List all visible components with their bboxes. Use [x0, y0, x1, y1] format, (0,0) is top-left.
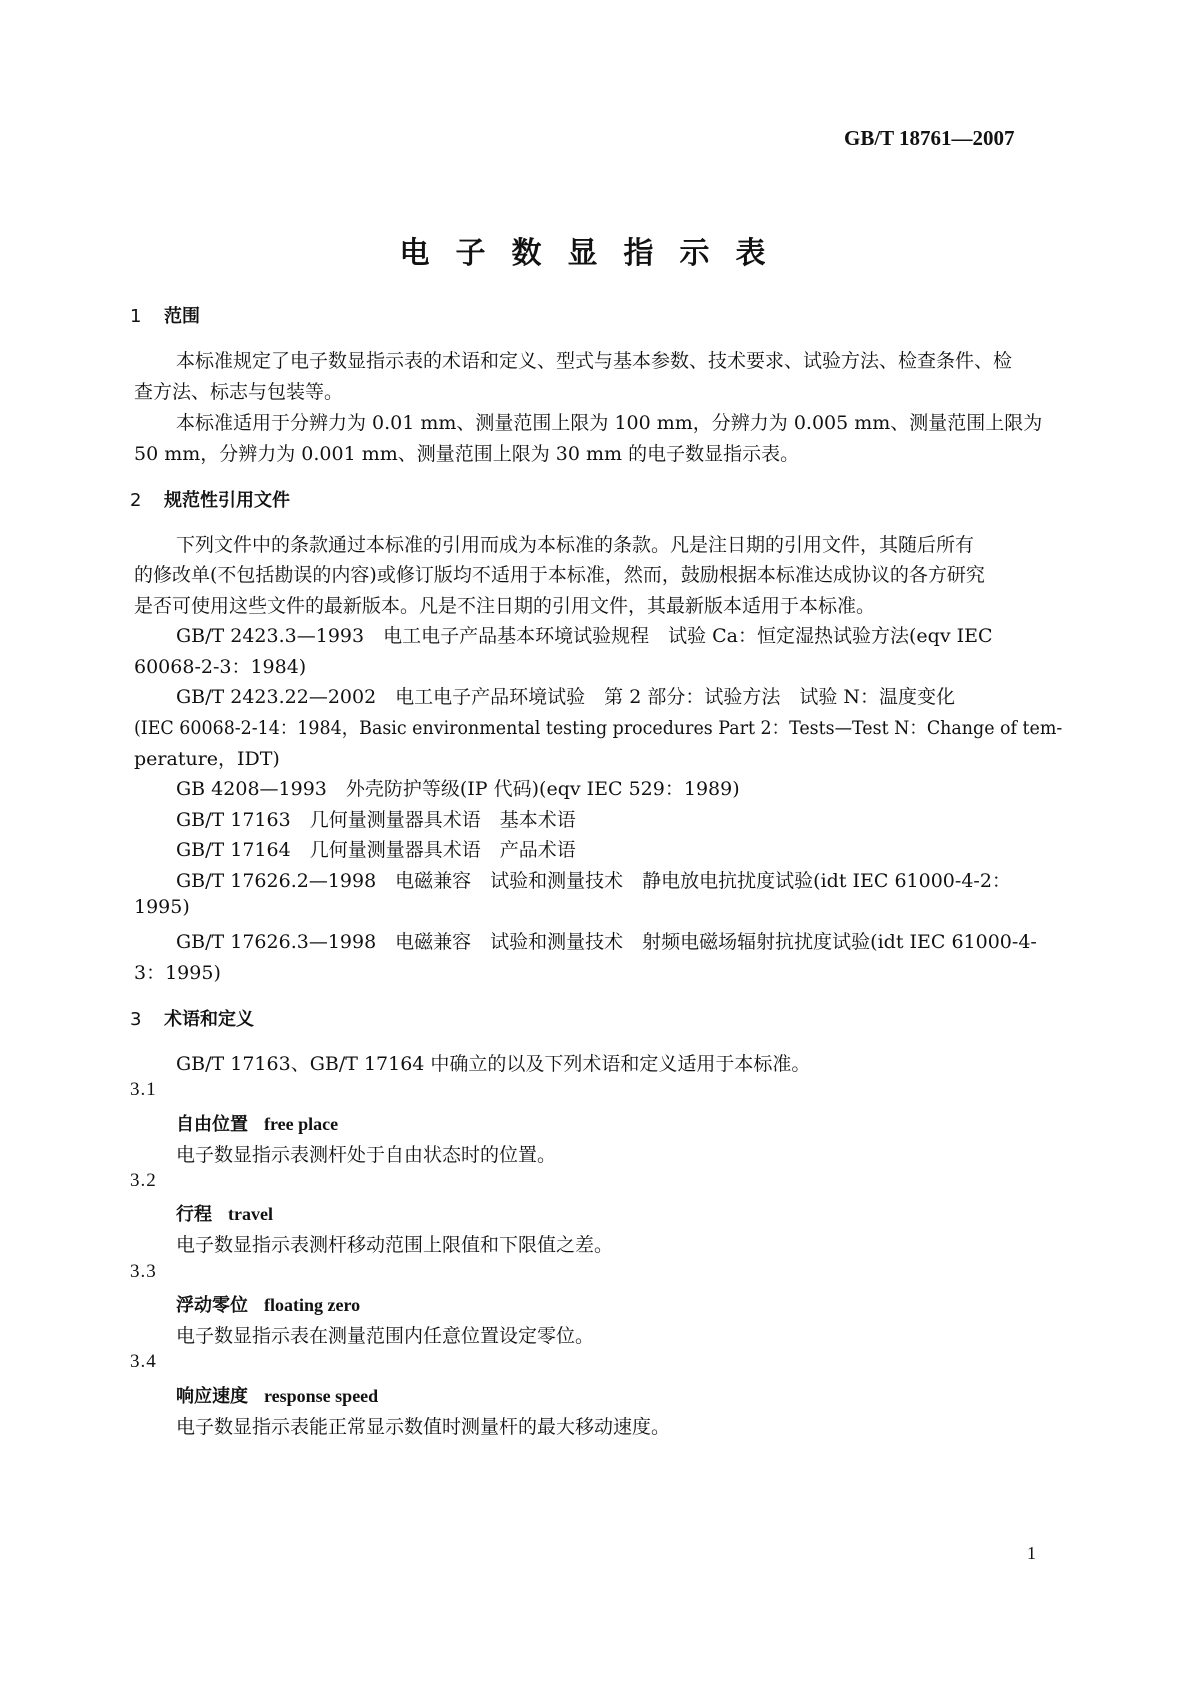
clause-number: 3.3: [130, 1261, 157, 1282]
section-title: 规范性引用文件: [164, 490, 290, 511]
paragraph: GB/T 17163、GB/T 17164 中确立的以及下列术语和定义适用于本标准。: [176, 1053, 811, 1075]
term-definition: 电子数显指示表测杆处于自由状态时的位置。: [176, 1144, 557, 1166]
paragraph: 50 mm，分辨力为 0.001 mm、测量范围上限为 30 mm 的电子数显指示表。: [134, 443, 800, 465]
reference-item: (IEC 60068-2-14：1984，Basic environmental testing procedures Part 2：Tests—Test N：Change of tem-: [134, 717, 1063, 739]
page-number: 1: [1027, 1543, 1036, 1563]
term-zh: 行程: [176, 1204, 212, 1225]
paragraph: 下列文件中的条款通过本标准的引用而成为本标准的条款。凡是注日期的引用文件，其随后所有: [176, 534, 975, 556]
paragraph: 是否可使用这些文件的最新版本。凡是不注日期的引用文件，其最新版本适用于本标准。: [134, 595, 876, 617]
term-heading: [176, 1291, 360, 1317]
term-en: travel: [228, 1204, 273, 1224]
term-zh: 响应速度: [176, 1386, 248, 1407]
term-heading: [176, 1200, 273, 1226]
reference-item: GB/T 17626.2—1998 电磁兼容 试验和测量技术 静电放电抗扰度试验(idt IEC 61000-4-2：: [176, 870, 1011, 892]
section-title: 范围: [164, 306, 200, 327]
reference-item: GB 4208—1993 外壳防护等级(IP 代码)(eqv IEC 529：1989): [176, 778, 740, 800]
clause-number: 3.1: [130, 1079, 157, 1100]
document-title: 电子数显指示表: [399, 236, 792, 271]
standard-number: GB/T 18761—2007: [844, 126, 1015, 150]
paragraph: 的修改单(不包括勘误的内容)或修订版均不适用于本标准，然而，鼓励根据本标准达成协议的各方研究: [134, 564, 985, 586]
term-definition: 电子数显指示表能正常显示数值时测量杆的最大移动速度。: [176, 1416, 671, 1438]
term-definition: 电子数显指示表测杆移动范围上限值和下限值之差。: [176, 1234, 614, 1256]
reference-item: GB/T 2423.22—2002 电工电子产品环境试验 第 2 部分：试验方法 试验 N：温度变化: [176, 686, 956, 708]
section-number: 3: [130, 1009, 142, 1030]
paragraph: 查方法、标志与包装等。: [134, 381, 344, 403]
clause-number: 3.4: [130, 1351, 157, 1372]
reference-item: GB/T 17163 几何量测量器具术语 基本术语: [176, 809, 576, 831]
section-2-heading: [130, 486, 290, 512]
term-en: floating zero: [264, 1295, 361, 1315]
section-number: 1: [130, 306, 142, 327]
reference-item: GB/T 17626.3—1998 电磁兼容 试验和测量技术 射频电磁场辐射抗扰度试验(idt IEC 61000-4-: [176, 931, 1037, 953]
reference-item: GB/T 17164 几何量测量器具术语 产品术语: [176, 839, 576, 861]
term-heading: [176, 1110, 338, 1136]
section-1-heading: [130, 302, 200, 328]
term-en: free place: [264, 1114, 339, 1134]
clause-number: 3.2: [130, 1170, 157, 1191]
term-heading: [176, 1382, 378, 1408]
section-number: 2: [130, 490, 142, 511]
reference-item: 60068-2-3：1984): [134, 656, 307, 678]
reference-item: perature，IDT): [134, 748, 280, 770]
paragraph: 本标准规定了电子数显指示表的术语和定义、型式与基本参数、技术要求、试验方法、检查条件、检: [176, 350, 1013, 372]
reference-item: GB/T 2423.3—1993 电工电子产品基本环境试验规程 试验 Ca：恒定湿热试验方法(eqv IEC: [176, 625, 993, 647]
term-en: response speed: [264, 1386, 379, 1406]
term-zh: 自由位置: [176, 1114, 248, 1135]
section-title: 术语和定义: [164, 1009, 254, 1030]
term-zh: 浮动零位: [176, 1295, 248, 1316]
term-definition: 电子数显指示表在测量范围内任意位置设定零位。: [176, 1325, 595, 1347]
reference-item: 3：1995): [134, 962, 221, 984]
reference-item: 1995): [134, 896, 190, 918]
paragraph: 本标准适用于分辨力为 0.01 mm、测量范围上限为 100 mm，分辨力为 0.005 mm、测量范围上限为: [176, 412, 1043, 434]
section-3-heading: [130, 1005, 254, 1031]
